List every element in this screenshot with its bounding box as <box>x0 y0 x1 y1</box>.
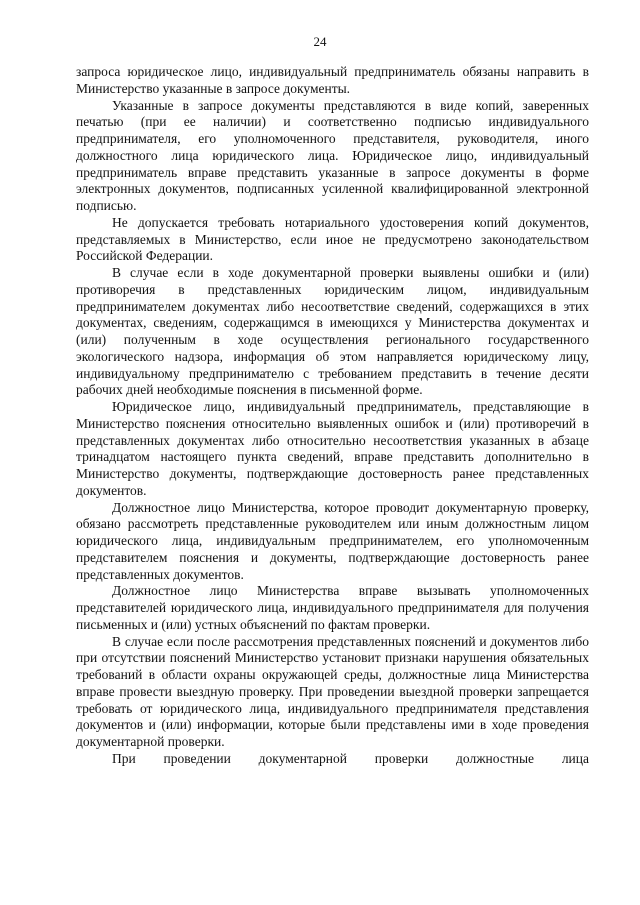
paragraph-summon-representatives: Должностное лицо Министерства вправе вызывать уполномоченных представителей юридического лица, индивидуального предпринимателя для получения письменных и (или) устных объяснений по фактам проверки. <box>76 583 589 632</box>
paragraph-trailing: При проведении документарной проверки должностные лица <box>112 750 589 766</box>
paragraph-field-inspection: В случае если после рассмотрения представленных пояснений и документов либо при отсутствии пояснений Министерство установит признаки нарушения обязательных требований в области охраны окружающей среды, должностные лица Министерства вправе провести выездную проверку. При проведении выездной проверки запрещается требовать от юридического лица, индивидуального предпринимателя представления документов и (или) информации, которые были представлены ими в ходе проведения документарной проверки. <box>76 633 589 749</box>
paragraph-official-review: Должностное лицо Министерства, которое проводит документарную проверку, обязано рассмотреть представленные руководителем или иным должностным лицом юридического лица, индивидуальным предпринимателем, его уполномоченным представителем пояснения и документы, подтверждающие достоверность ранее представленных документов. <box>76 499 589 582</box>
paragraph-continuation: запроса юридическое лицо, индивидуальный предприниматель обязаны направить в Министерство указанные в запросе документы. <box>76 64 589 96</box>
body-text <box>76 64 589 768</box>
paragraph-explanations: Юридическое лицо, индивидуальный предприниматель, представляющие в Министерство пояснения относительно выявленных ошибок и (или) противоречий в представленных документах либо относительно несоответствия указанных в абзаце тринадцатом настоящего пункта сведений, вправе представить дополнительно в Министерство документы, подтверждающие достоверность ранее представленных документов. <box>76 399 589 498</box>
page-number: 24 <box>313 34 327 49</box>
paragraph-errors-found: В случае если в ходе документарной проверки выявлены ошибки и (или) противоречия в представленных юридическим лицом, индивидуальным предпринимателем документах либо несоответствие сведений, содержащихся в этих документах, сведениям, содержащимся в имеющихся у Министерства документах и (или) полученным в ходе осуществления регионального государственного экологического надзора, информация об этом направляется юридическому лицу, индивидуальному предпринимателю с требованием представить в течение десяти рабочих дней необходимые пояснения в письменной форме. <box>76 265 589 398</box>
paragraph-notarization: Не допускается требовать нотариального удостоверения копий документов, представляемых в Министерство, если иное не предусмотрено законодательством Российской Федерации. <box>76 214 589 264</box>
paragraph-document-copies: Указанные в запросе документы представляются в виде копий, заверенных печатью (при ее наличии) и соответственно подписью индивидуального предпринимателя, его уполномоченного представителя, руководителя, иного должностного лица юридического лица. Юридическое лицо, индивидуальный предприниматель вправе представить указанные в запросе документы в форме электронных документов, подписанных усиленной квалифицированной электронной подписью. <box>76 97 589 213</box>
